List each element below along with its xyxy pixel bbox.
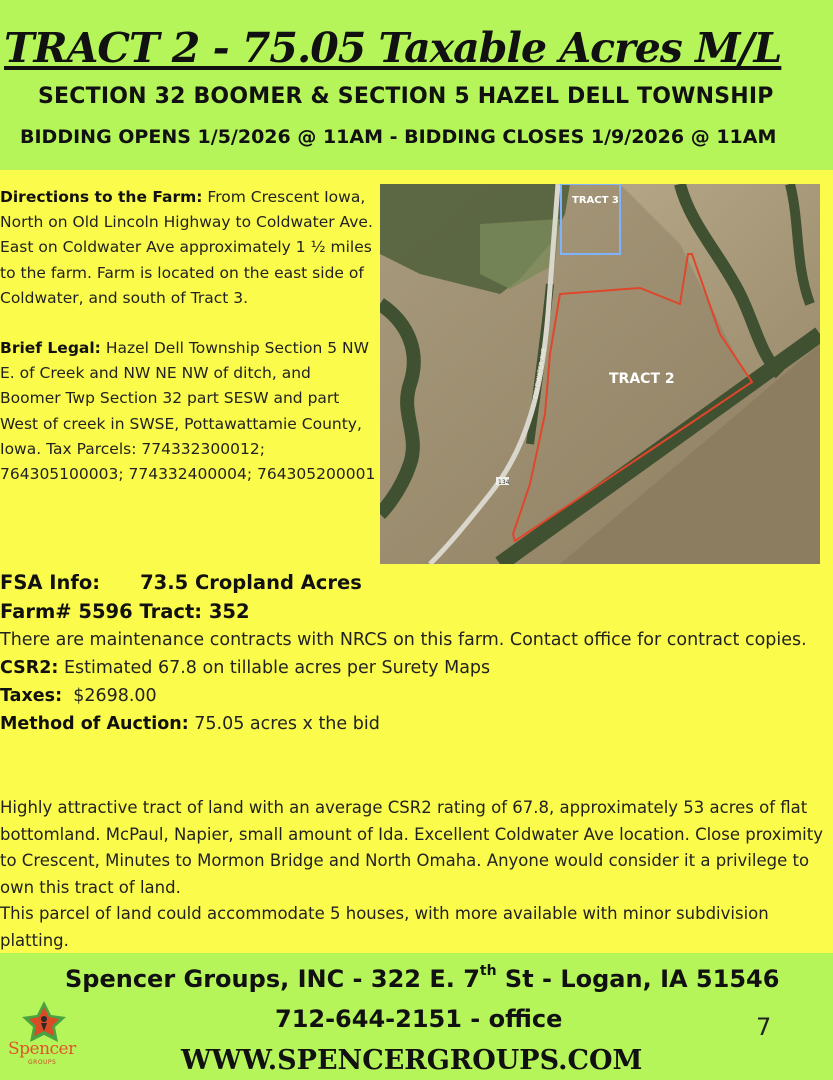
address-part-1: Spencer Groups, INC - 322 E. 7 <box>65 965 480 993</box>
directions-label: Directions to the Farm: <box>0 188 203 206</box>
header-banner <box>0 0 833 170</box>
fsa-info-line <box>0 568 833 597</box>
section-subtitle: SECTION 32 BOOMER & SECTION 5 HAZEL DELL TOWNSHIP <box>38 84 774 109</box>
directions-text: From Crescent Iowa, North on Old Lincoln Highway to Coldwater Ave. East on Coldwater Ave approximately 1 ½ miles to the farm. Farm is located on the east side of Coldwater, and south of Tract 3. <box>0 188 373 307</box>
csr2-line <box>0 654 833 682</box>
description-paragraph: This parcel of land could accommodate 5 houses, with more available with minor subdivision platting. <box>0 904 769 950</box>
address-superscript: th <box>479 963 497 979</box>
csr2-text: Estimated 67.8 on tillable acres per Surety Maps <box>58 658 491 678</box>
tract2-label: TRACT 2 <box>609 371 675 387</box>
logo-text: Spencer <box>8 1039 76 1059</box>
tract3-label: TRACT 3 <box>572 195 619 206</box>
road-number: 134 <box>498 479 510 486</box>
fsa-cropland: 73.5 Cropland Acres <box>140 571 362 594</box>
aerial-map <box>380 184 820 564</box>
taxes-text: $2698.00 <box>62 686 157 706</box>
road-label: COLDWATER AVE <box>532 347 548 400</box>
fsa-label: FSA Info: <box>0 571 101 594</box>
company-website-link[interactable]: WWW.SPENCERGROUPS.COM <box>181 1045 643 1076</box>
page-number: 7 <box>756 1013 772 1041</box>
footer-banner <box>0 953 833 1080</box>
company-phone: 712-644-2151 - office <box>275 1005 563 1033</box>
legal-label: Brief Legal: <box>0 339 101 358</box>
logo-subtext: GROUPS <box>28 1059 57 1066</box>
csr2-label: CSR2: <box>0 658 59 678</box>
taxes-line <box>0 682 833 710</box>
description-section <box>0 795 833 954</box>
description-paragraph: Highly attractive tract of land with an average CSR2 rating of 67.8, approximately 53 acres of flat bottomland. McPaul, Napier, small amount of Ida. Excellent Coldwater Ave location. Close proximity to Crescent, Minutes to Mormon Bridge and North Omaha. Anyone would consider it a privilege to own this tract of land. <box>0 798 823 897</box>
nrcs-note: There are maintenance contracts with NRCS on this farm. Contact office for contract copies. <box>0 630 807 650</box>
fsa-section <box>0 568 833 738</box>
property-details <box>0 185 376 512</box>
spencer-logo <box>6 997 86 1077</box>
bidding-dates: BIDDING OPENS 1/5/2026 @ 11AM - BIDDING CLOSES 1/9/2026 @ 11AM <box>20 126 777 148</box>
legal-paragraph <box>0 336 376 487</box>
method-text: 75.05 acres x the bid <box>188 714 380 734</box>
method-label: Method of Auction: <box>0 714 189 734</box>
company-address <box>65 965 779 993</box>
taxes-label: Taxes: <box>0 686 63 706</box>
address-part-2: St - Logan, IA 51546 <box>496 965 780 993</box>
aerial-map-image <box>380 184 820 564</box>
legal-text: Hazel Dell Township Section 5 NW E. of Creek and NW NE NW of ditch, and Boomer Twp Section 32 part SESW and part West of creek in SWSE, Pottawattamie County, Iowa. Tax Parcels: 774332300012; 764305100003; 774332400004; 764305200001 <box>0 339 376 484</box>
page-title: TRACT 2 - 75.05 Taxable Acres M/L <box>4 24 782 72</box>
farm-tract-line: Farm# 5596 Tract: 352 <box>0 600 250 623</box>
method-line <box>0 710 833 738</box>
directions-paragraph <box>0 185 376 311</box>
